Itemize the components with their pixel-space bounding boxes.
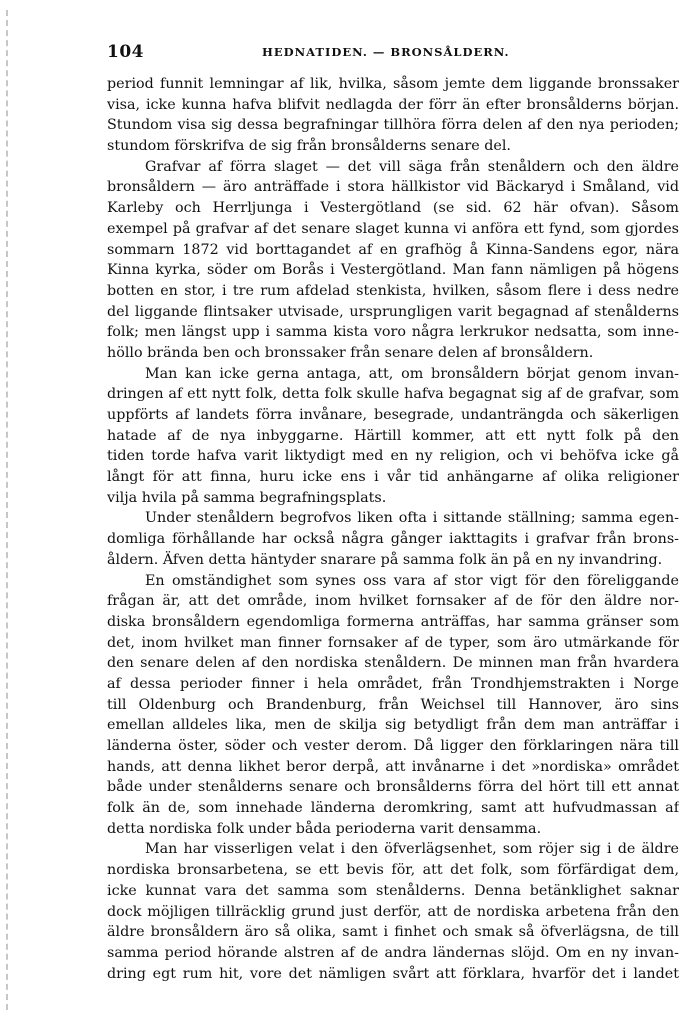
text-line: den senare delen af den nordiska stenåldern. De minnen man från hvardera bbox=[107, 655, 679, 672]
text-line: En omständighet som synes oss vara af stor vigt för den föreliggande bbox=[145, 572, 679, 589]
text-line: Man har visserligen velat i den öfverlägsenhet, som röjer sig i de äldre bbox=[145, 841, 679, 858]
text-line: Man kan icke gerna antaga, att, om bronsåldern börjat genom invan- bbox=[145, 365, 679, 382]
text-line: hands, att denna likhet beror derpå, att invånarne i det »nordiska» området bbox=[107, 758, 679, 775]
text-line: Under stenåldern begrofvos liken ofta i sittande ställning; samma egen- bbox=[145, 510, 679, 527]
text-line: detta nordiska folk under båda perioderna varit densamma. bbox=[107, 820, 542, 837]
text-line: bronsåldern — äro anträffade i stora hällkistor vid Bäckaryd i Småland, vid bbox=[107, 179, 679, 196]
text-line: dring egt rum hit, vore det nämligen svårt att förklara, hvarför det i landet bbox=[107, 965, 679, 982]
text-line: exempel på grafvar af det senare slaget kunna vi anföra ett fynd, som gjordes bbox=[107, 220, 679, 237]
body-text bbox=[107, 74, 679, 984]
text-line: visa, icke kunna hafva blifvit nedlagda der förr än efter bronsålderns början. bbox=[107, 96, 679, 113]
text-line: diska bronsåldern egendomliga formerna anträffas, har samma gränser som bbox=[107, 613, 679, 630]
text-line: emellan alldeles lika, men de skilja sig betydligt från dem man anträffar i bbox=[107, 717, 679, 734]
text-line: långt för att finna, huru icke ens i vår tid anhängarne af olika religioner bbox=[107, 469, 679, 486]
text-line: dringen af ett nytt folk, detta folk skulle hafva begagnat sig af de grafvar, som bbox=[107, 386, 679, 403]
text-line: både under stenålderns senare och bronsålderns förra del hört till ett annat bbox=[107, 779, 679, 796]
text-line: Kinna kyrka, söder om Borås i Vestergötland. Man fann nämligen på högens bbox=[107, 262, 679, 279]
page-number: 104 bbox=[107, 42, 144, 62]
text-line: uppförts af landets förra invånare, besegrade, undanträngda och säkerligen bbox=[107, 407, 679, 423]
text-line: sommarn 1872 vid borttagandet af en grafhög å Kinna-Sandens egor, nära bbox=[107, 241, 679, 258]
text-line: länderna öster, söder och vester derom. Då ligger den förklaringen nära till bbox=[107, 738, 679, 754]
text-line: folk än de, som innehade länderna deromkring, samt att hufvudmassan af bbox=[107, 800, 679, 817]
text-line: del liggande flintsaker utvisade, ursprungligen varit begagnad af stenålderns bbox=[107, 303, 679, 320]
text-line: domliga förhållande har också några gånger iakttagits i grafvar från brons- bbox=[107, 531, 679, 548]
text-line: Stundom visa sig dessa begrafningar tillhöra förra delen af den nya perioden; bbox=[107, 117, 679, 134]
text-line: till Oldenburg och Brandenburg, från Weichsel till Hannover, äro sins bbox=[107, 696, 679, 713]
text-line: period funnit lemningar af lik, hvilka, såsom jemte dem liggande bronssaker bbox=[107, 76, 679, 92]
page-header bbox=[107, 42, 679, 62]
text-line: botten en stor, i tre rum afdelad stenkista, hvilken, såsom flere i dess nedre bbox=[107, 282, 679, 299]
text-line: icke kunnat vara det samma som stenålderns. Denna betänklighet saknar bbox=[107, 882, 679, 899]
text-line: åldern. Äfven detta häntyder snarare på samma folk än på en ny invandring. bbox=[107, 551, 663, 568]
text-line: tiden torde hafva varit liktydigt med en ny religion, och vi behöfva icke gå bbox=[107, 448, 679, 465]
text-line: hatade af de nya inbyggarne. Härtill kommer, att ett nytt folk på den bbox=[107, 427, 679, 444]
text-line: folk; men längst upp i samma kista voro några lerkrukor nedsatta, som inne- bbox=[107, 324, 679, 341]
text-line: det, inom hvilket man finner fornsaker af de typer, som äro utmärkande för bbox=[107, 634, 679, 651]
text-line: vilja hvila på samma begrafningsplats. bbox=[107, 489, 387, 506]
text-line: dock möjligen tillräcklig grund just derför, att de nordiska arbetena från den bbox=[107, 903, 679, 920]
text-line: äldre bronsåldern äro så olika, samt i finhet och smak så öfverlägsna, de till bbox=[107, 924, 679, 941]
running-title: HEDNATIDEN. — BRONSÅLDERN. bbox=[262, 45, 510, 59]
text-line: Karleby och Herrljunga i Vestergötland (se sid. 62 här ofvan). Såsom bbox=[107, 200, 679, 217]
text-line: höllo brända ben och bronssaker från senare delen af bronsåldern. bbox=[107, 344, 594, 361]
margin-scan-edge bbox=[6, 10, 8, 1010]
text-line: Grafvar af förra slaget — det vill säga från stenåldern och den äldre bbox=[145, 158, 679, 175]
text-line: nordiska bronsarbetena, se ett bevis för, att det folk, som förfärdigat dem, bbox=[107, 862, 679, 879]
text-line: frågan är, att det område, inom hvilket fornsaker af de för den äldre nor- bbox=[107, 593, 679, 610]
text-line: stundom förskrifva de sig från bronsålderns senare del. bbox=[107, 138, 511, 155]
text-line: samma period hörande alstren af de andra ländernas slöjd. Om en ny invan- bbox=[107, 944, 679, 961]
text-line: af dessa perioder finner i hela området, från Trondhjemstrakten i Norge bbox=[107, 675, 679, 692]
